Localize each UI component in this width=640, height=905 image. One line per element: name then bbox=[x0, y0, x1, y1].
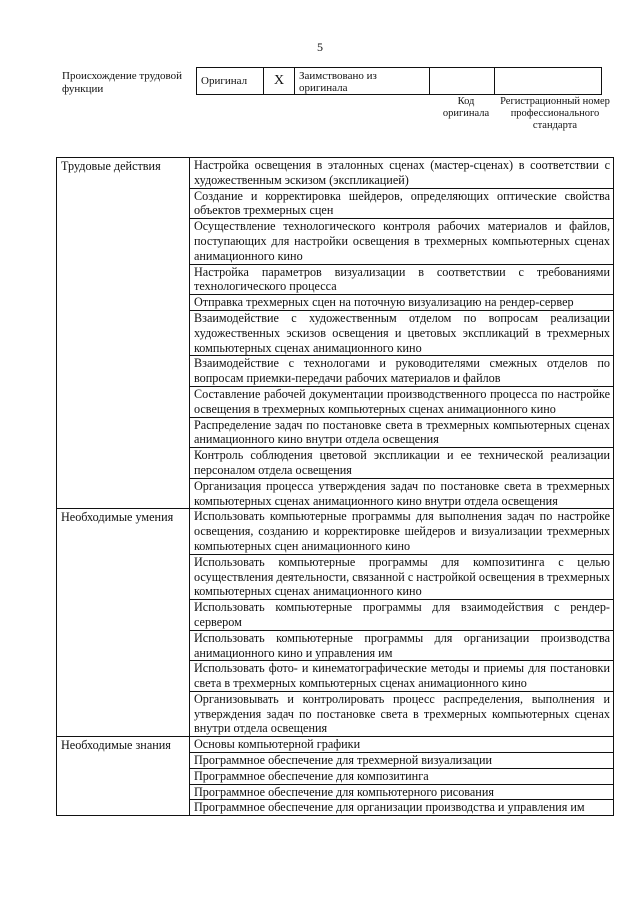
origin-label: Происхождение трудовой функции bbox=[62, 70, 183, 95]
requirement-item: Взаимодействие с технологами и руководителями смежных отделов по вопросам приемки-передачи рабочих материалов и файлов bbox=[190, 356, 614, 387]
category-cell-required-skills bbox=[57, 509, 190, 737]
category-label: Необходимые знания bbox=[61, 738, 171, 753]
requirement-item: Осуществление технологического контроля рабочих материалов и файлов, поступающих для настройки освещения в трехмерных компьютерных сценах анимационного кино bbox=[190, 219, 614, 264]
requirement-item: Использовать компьютерные программы для выполнения задач по настройке освещения, созданию и корректировке шейдеров и визуализации трехмерных компьютерных сцен анимационного кино bbox=[190, 509, 614, 554]
requirement-item: Создание и корректировка шейдеров, определяющих оптические свойства объектов трехмерных сцен bbox=[190, 188, 614, 219]
borrowed-label: Заимствовано из оригинала bbox=[295, 68, 430, 95]
requirement-item: Программное обеспечение для трехмерной визуализации bbox=[190, 753, 614, 769]
requirement-item: Программное обеспечение для компьютерного рисования bbox=[190, 784, 614, 800]
requirement-item: Программное обеспечение для композитинга bbox=[190, 768, 614, 784]
category-cell-required-knowledge bbox=[57, 737, 190, 816]
requirement-item: Отправка трехмерных сцен на поточную визуализацию на рендер-сервер bbox=[190, 295, 614, 311]
requirement-item: Распределение задач по постановке света в трехмерных компьютерных сценах анимационного кино внутри отдела освещения bbox=[190, 417, 614, 448]
requirement-item: Использовать компьютерные программы для организации производства анимационного кино и управления им bbox=[190, 630, 614, 661]
reg-number-cell bbox=[495, 68, 602, 95]
origin-table bbox=[196, 67, 602, 95]
reg-number-label: Регистрационный номер профессионального стандарта bbox=[500, 96, 610, 131]
requirement-item: Программное обеспечение для организации производства и управления им bbox=[190, 800, 614, 816]
table-row bbox=[57, 509, 614, 554]
table-row bbox=[57, 158, 614, 189]
requirement-item: Составление рабочей документации производственного процесса по настройке освещения в трехмерных компьютерных сценах анимационного кино bbox=[190, 386, 614, 417]
original-mark: X bbox=[264, 68, 295, 95]
code-cell bbox=[430, 68, 495, 95]
requirement-item: Использовать компьютерные программы для взаимодействия с рендер-сервером bbox=[190, 600, 614, 631]
requirement-item: Использовать фото- и кинематографические методы и приемы для постановки света в трехмерных компьютерных сценах анимационного кино bbox=[190, 661, 614, 692]
requirement-item: Настройка освещения в эталонных сценах (мастер-сценах) в соответствии с художественным эскизом (экспликацией) bbox=[190, 158, 614, 189]
requirement-item: Использовать компьютерные программы для композитинга с целью осуществления деятельности, связанной с настройкой освещения в трехмерных компьютерных сценах анимационного кино bbox=[190, 554, 614, 599]
requirement-item: Взаимодействие с художественным отделом по вопросам реализации художественных эскизов освещения и цветовых экспликаций в трехмерных компьютерных сценах анимационного кино bbox=[190, 310, 614, 355]
code-label: Код оригинала bbox=[442, 96, 490, 119]
category-cell-labor-actions bbox=[57, 158, 190, 509]
requirements-table bbox=[56, 157, 614, 816]
category-label: Необходимые умения bbox=[61, 510, 174, 525]
requirement-item: Настройка параметров визуализации в соответствии с требованиями технологического процесса bbox=[190, 264, 614, 295]
original-label: Оригинал bbox=[197, 68, 264, 95]
category-label: Трудовые действия bbox=[61, 159, 161, 173]
page-number: 5 bbox=[317, 40, 323, 54]
requirement-item: Организовывать и контролировать процесс распределения, выполнения и утверждения задач по постановке света в трехмерных компьютерных сценах внутри отдела освещения bbox=[190, 691, 614, 736]
requirement-item: Организация процесса утверждения задач по постановке света в трехмерных компьютерных сценах анимационного кино внутри отдела освещения bbox=[190, 478, 614, 509]
requirement-item: Контроль соблюдения цветовой экспликации и ее технической реализации персоналом отдела освещения bbox=[190, 448, 614, 479]
table-row bbox=[57, 737, 614, 753]
requirement-item: Основы компьютерной графики bbox=[190, 737, 614, 753]
